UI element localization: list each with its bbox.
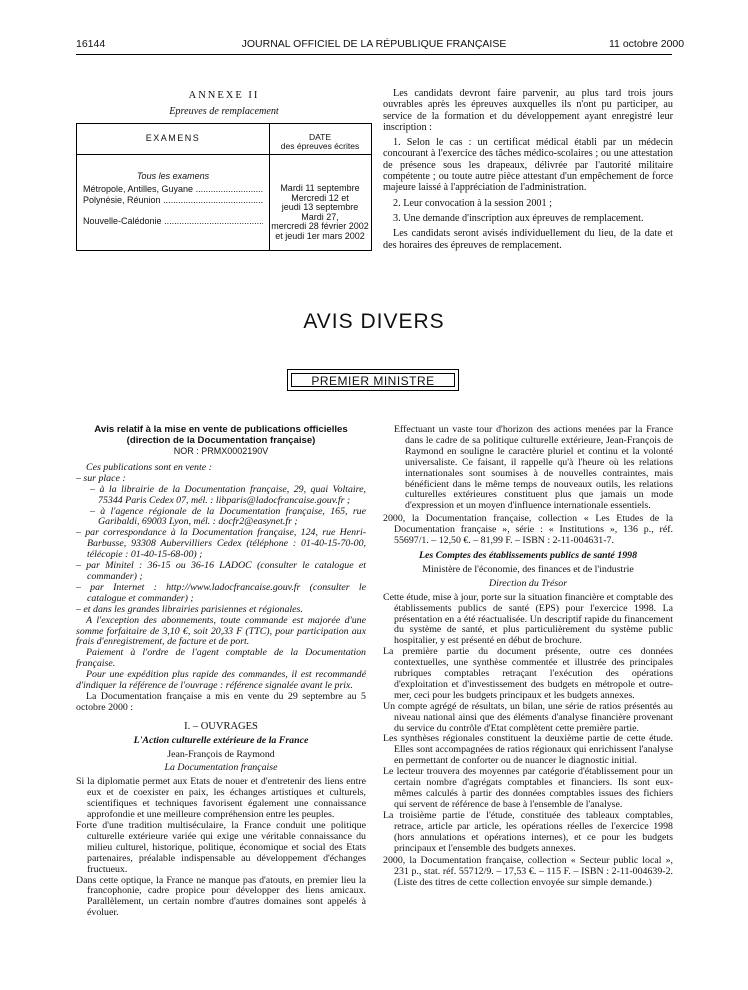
right-column — [383, 425, 673, 889]
paragraph: Un compte agrégé de résultats, un bilan, une série de ratios présentés au niveau national ainsi que des éléments d'analyse financière provenant du service du contrôle d'Etat complètent cette première partie. — [383, 700, 673, 734]
list-item: 1. Selon le cas : un certificat médical établi par un médecin concourant à l'exercice des tâches médico-scolaires ; ou une attestation de présence sous les drapeaux, délivrée par l'autorité militaire compétente ; ou toute autre pièce attestant d'un empêchement de force majeure laissé à l'appréciation de l'administration. — [383, 137, 673, 194]
table-date-line: jeudi 13 septembre — [281, 202, 359, 213]
table-header-divider — [77, 154, 371, 155]
list-item: – à la librairie de la Documentation française, 29, quai Voltaire, 75344 Paris Cedex 07, mél. : libparis@ladocfrancaise.gouv.fr ; — [90, 483, 366, 506]
ministry: Ministère de l'économie, des finances et de l'industrie — [422, 563, 634, 575]
table-row-label: Polynésie, Réunion ..... — [83, 195, 263, 205]
paragraph: La première partie du document présente, outre ces données contextuelles, une synthèse commentée et illustrée des principales rubriques comptables retraçant l'exécution des opérations d'exploitation et d'investissement des budgets en métropole et outre-mer, ceci pour les budgets principaux et les budgets annexes. — [383, 646, 673, 701]
list-item: – par Minitel : 36-15 ou 36-16 LADOC (consulter le catalogue et commander) ; — [76, 560, 366, 582]
issue-date: 11 octobre 2000 — [609, 38, 685, 50]
journal-title: JOURNAL OFFICIEL DE LA RÉPUBLIQUE FRANÇAISE — [241, 38, 507, 50]
list-item: – sur place : — [76, 472, 126, 484]
book-publisher: La Documentation française — [164, 762, 278, 774]
paragraph: Les candidats devront faire parvenir, au plus tard trois jours ouvrables après les épreuves auxquelles ils n'ont pu participer, au service de la formation et du développement ayant enregistré leur inscription : — [383, 88, 673, 133]
paragraph: Dans cette optique, la France ne manque pas d'atouts, en premier lieu la francophonie, cadre propice pour développer des liens amicaux. Parallèlement, un certain nombre d'autres domaines sont appelés à évoluer. — [76, 874, 366, 919]
right-top-column — [383, 88, 673, 255]
annexe-title: ANNEXE II — [188, 90, 260, 101]
table-header-examens: EXAMENS — [145, 133, 201, 143]
paragraph: A l'exception des abonnements, toute commande est majorée d'une somme forfaitaire de 3,10 €, soit 20,33 F (TTC), pour participation aux frais d'enregistrement, de facture et de port. — [76, 614, 366, 648]
paragraph: Forte d'une tradition multiséculaire, la France conduit une politique culturelle extérieure variée qui exige une véritable connaissance du milieu culturel, historique, politique, économique et social des Etats partenaires, préalable indispensable au développement d'échanges fructueux. — [76, 820, 366, 875]
table-row-label: Nouvelle-Calédonie ..... — [83, 216, 263, 226]
list-item: – par correspondance à la Documentation française, 124, rue Henri-Barbusse, 93308 Aubervilliers Cedex (téléphone : 01-40-15-70-00, télécopie : 01-40-15-68-00) ; — [76, 527, 366, 561]
book-reference: 2000, la Documentation française, collection « Secteur public local », 231 p., stat. réf. 55712/9. – 17,53 €. – 115 F. – ISBN : 2-11-004639-2. (Liste des titres de cette collection envoyée sur simple demande.) — [383, 855, 673, 889]
table-date-line: Mercredi 12 et — [291, 192, 349, 203]
header-rule — [76, 54, 672, 55]
table-date-line: mercredi 28 février 2002 — [271, 221, 369, 232]
book-author: Jean-François de Raymond — [167, 748, 275, 760]
paragraph: Paiement à l'ordre de l'agent comptable de la Documentation française. — [76, 647, 366, 670]
paragraph: La troisième partie de l'étude, constituée des tableaux comptables, retrace, article par article, les opérations réelles de l'exercice 1998 (hors annulations et opérations internes), et ce pour les budgets principaux et l'ensemble des budgets annexes. — [383, 809, 673, 854]
table-header-date — [269, 133, 371, 151]
premier-ministre-box — [287, 369, 459, 391]
list-item: – et dans les grandes librairies parisiennes et régionales. — [76, 603, 303, 615]
table-date-line: Mardi 11 septembre — [280, 183, 360, 193]
list-item: – à l'agence régionale de la Documentation française, 165, rue Garibaldi, 69003 Lyon, mél. : docfr2@easynet.fr ; — [90, 505, 366, 528]
list-item: – par Internet : http://www.ladocfrancaise.gouv.fr (consulter le catalogue et commander) ; — [76, 581, 366, 604]
list-item: 3. Une demande d'inscription aux épreuves de remplacement. — [393, 212, 644, 224]
annexe-subtitle: Epreuves de remplacement — [169, 106, 279, 117]
paragraph: Si la diplomatie permet aux Etats de nouer et d'entretenir des liens entre eux et de coexister en paix, les échanges artistiques et culturels, scientifiques et techniques favorisent également une connaissance approfondie et une meilleure compréhension entre les peuples. — [76, 776, 366, 821]
page-number: 16144 — [76, 38, 106, 50]
notice-title: Avis relatif à la mise en vente de publications officielles — [94, 424, 348, 435]
table-row-label: Métropole, Antilles, Guyane ..... — [83, 184, 263, 194]
premier-ministre-label: PREMIER MINISTRE — [311, 374, 435, 388]
section-heading-avis-divers: AVIS DIVERS — [303, 310, 445, 333]
paragraph: Cette étude, mise à jour, porte sur la situation financière et comptable des établissements publics de santé (EPS) pour l'exercice 1998. La présentation en a été réactualisée. Un descriptif rapide du financement du système de santé, et plus particulièrement du système public hospitalier, y est présenté en début de brochure. — [383, 591, 673, 647]
paragraph: Les candidats seront avisés individuellement du lieu, de la date et des horaires des épreuves de remplacement. — [383, 228, 673, 251]
section-heading: I. – OUVRAGES — [184, 720, 258, 732]
direction: Direction du Trésor — [488, 577, 568, 589]
paragraph: Effectuant un vaste tour d'horizon des actions menées par la France dans le cadre de sa politique culturelle extérieure, Jean-François de Raymond en souligne le caractère pluriel et continu et la volonté universaliste. Ce faisant, il rappelle qu'à l'heure où les relations internationales sont soumises à de nouvelles contraintes, mais bénéficient dans le même temps de nouveaux outils, les relations culturelles extérieures constituent plus que jamais un mode d'expression et un moyen d'influence internationale essentiels. — [394, 424, 673, 512]
paragraph: Le lecteur trouvera des moyennes par catégorie d'établissement pour un certain nombre d'agrégats comptables et financiers. Ils sont eux-mêmes calculés à partir des données comptables issues des fichiers qui servent de référence de base à l'ensemble de l'analyse. — [383, 766, 673, 810]
left-column — [76, 425, 366, 919]
table-header-date-line2: des épreuves écrites — [280, 141, 360, 151]
book-reference: 2000, la Documentation française, collection « Les Etudes de la Documentation française », série : « Institutions », 136 p., réf. 55697/1. – 12,50 €. – 81,99 F. – ISBN : 2-11-004631-7. — [383, 513, 673, 547]
paragraph: Ces publications sont en vente : — [86, 461, 212, 473]
book-title: L'Action culturelle extérieure de la France — [133, 734, 309, 746]
table-date-line: et jeudi 1er mars 2002 — [275, 230, 365, 241]
paragraph: Les synthèses régionales constituent la deuxième partie de cette étude. Elles sont accompagnées de ratios régionaux qui enrichissent l'analyse en permettant de conforter ou de nuancer le diagnostic initial. — [383, 733, 673, 767]
table-dates — [269, 184, 371, 242]
notice-subtitle: (direction de la Documentation française) — [126, 434, 316, 446]
book-title: Les Comptes des établissements publics de santé 1998 — [418, 549, 638, 561]
table-category: Tous les examens — [136, 171, 210, 181]
paragraph: La Documentation française a mis en vente du 29 septembre au 5 octobre 2000 : — [76, 690, 366, 713]
nor-reference: NOR : PRMX0002190V — [173, 446, 269, 456]
list-item: 2. Leur convocation à la session 2001 ; — [393, 197, 553, 209]
exam-table — [76, 123, 372, 251]
table-date-line: Mardi 27, — [301, 211, 339, 222]
table-header-date-line1: DATE — [308, 132, 332, 142]
paragraph: Pour une expédition plus rapide des commandes, il est recommandé d'indiquer la référence de l'ouvrage : référence signalée avant le prix. — [76, 669, 366, 692]
